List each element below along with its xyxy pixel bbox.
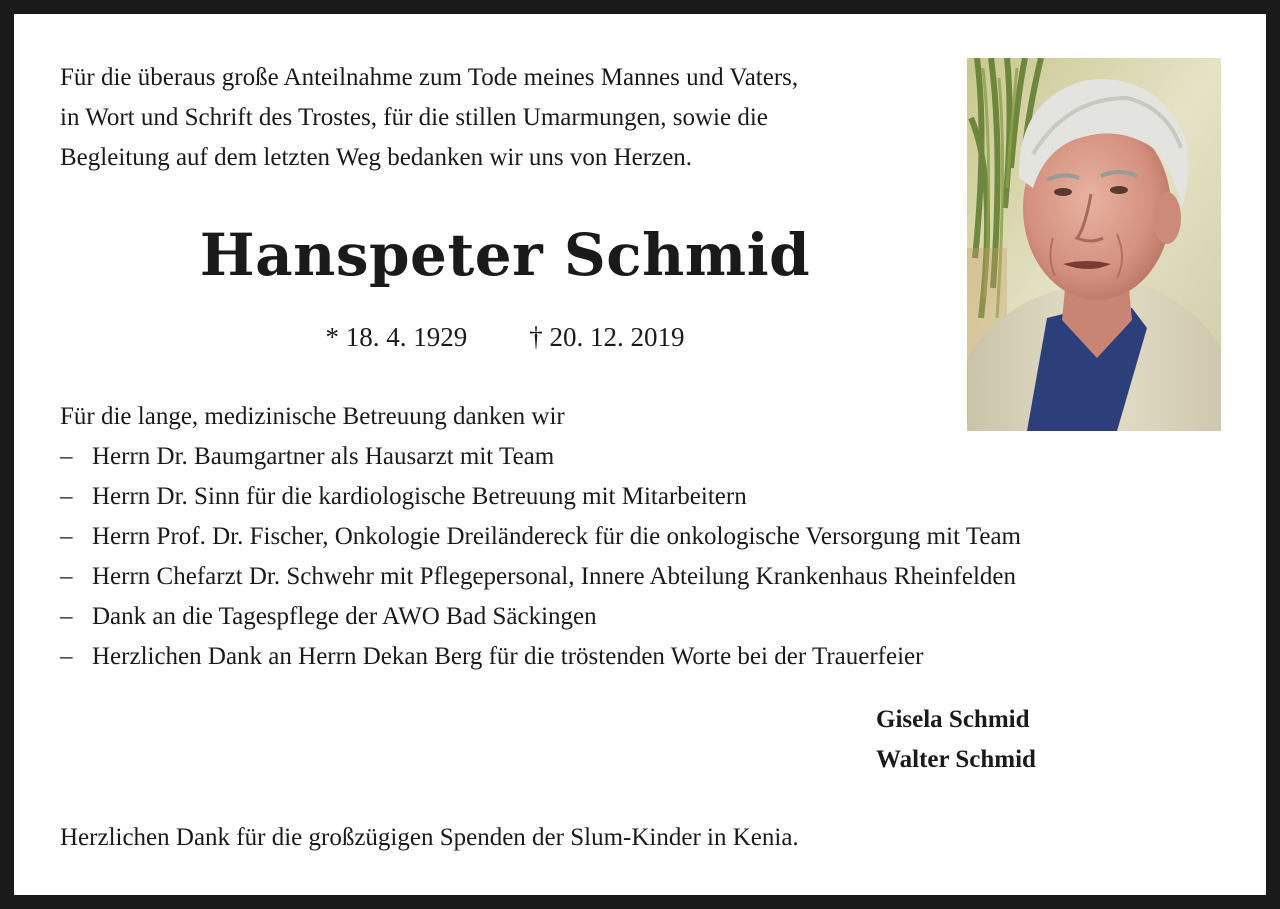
- intro-line-2: in Wort und Schrift des Trostes, für die stillen Umarmungen, sowie die: [60, 104, 768, 131]
- list-item-text: Herrn Prof. Dr. Fischer, Onkologie Dreiländereck für die onkologische Versorgung mit Team: [92, 523, 1021, 550]
- life-dates: [60, 317, 950, 357]
- care-list: [60, 437, 1230, 677]
- list-item: [60, 557, 1230, 597]
- bullet-dash: –: [60, 563, 73, 590]
- list-item-text: Herzlichen Dank an Herrn Dekan Berg für die tröstenden Worte bei der Trauerfeier: [92, 643, 924, 670]
- list-item: [60, 477, 1230, 517]
- intro-line-3: Begleitung auf dem letzten Weg bedanken wir uns von Herzen.: [60, 144, 693, 171]
- signature-gisela: Gisela Schmid: [876, 706, 1030, 733]
- signatures: [876, 700, 1036, 780]
- list-item: [60, 437, 1230, 477]
- bullet-dash: –: [60, 443, 73, 470]
- medical-care-section: [60, 397, 1230, 677]
- list-item: [60, 597, 1230, 637]
- obituary-card: [14, 14, 1266, 895]
- list-item-text: Dank an die Tagespflege der AWO Bad Säckingen: [92, 603, 597, 630]
- intro-text: [60, 58, 950, 178]
- bullet-dash: –: [60, 483, 73, 510]
- death-date: † 20. 12. 2019: [529, 322, 685, 352]
- portrait-photo: [967, 58, 1221, 431]
- bullet-dash: –: [60, 643, 73, 670]
- care-intro: Für die lange, medizinische Betreuung danken wir: [60, 403, 565, 430]
- list-item-text: Herrn Dr. Sinn für die kardiologische Betreuung mit Mitarbeitern: [92, 483, 747, 510]
- intro-line-1: Für die überaus große Anteilnahme zum Tode meines Mannes und Vaters,: [60, 64, 799, 91]
- deceased-name: Hanspeter Schmid: [199, 221, 811, 289]
- closing-text: Herzlichen Dank für die großzügigen Spenden der Slum-Kinder in Kenia.: [60, 824, 799, 851]
- list-item: [60, 517, 1230, 557]
- list-item: [60, 637, 1230, 677]
- bullet-dash: –: [60, 603, 73, 630]
- signature-walter: Walter Schmid: [876, 746, 1036, 773]
- birth-date: * 18. 4. 1929: [325, 322, 468, 352]
- bullet-dash: –: [60, 523, 73, 550]
- list-item-text: Herrn Chefarzt Dr. Schwehr mit Pflegepersonal, Innere Abteilung Krankenhaus Rheinfelden: [92, 563, 1017, 590]
- list-item-text: Herrn Dr. Baumgartner als Hausarzt mit Team: [92, 443, 555, 470]
